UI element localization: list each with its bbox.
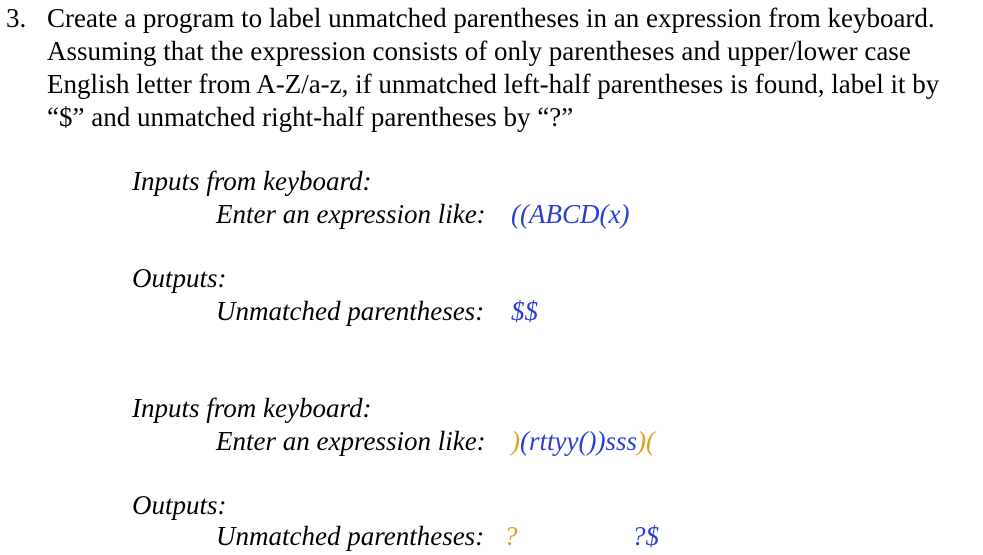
example1-outputs-heading: Outputs: — [132, 263, 227, 293]
example2-expression — [511, 425, 655, 458]
example1-inputs-heading: Inputs from keyboard: — [132, 166, 372, 196]
example2-result-second: ?$ — [632, 521, 659, 551]
example2-inputs-heading: Inputs from keyboard: — [132, 393, 372, 423]
example1-prompt-label: Enter an expression like: — [216, 199, 486, 229]
example2-result-label: Unmatched parentheses: — [216, 521, 485, 551]
example1-result-label: Unmatched parentheses: — [216, 296, 485, 326]
question-line-4: “$” and unmatched right-half parentheses by “?” — [47, 102, 574, 132]
example2-outputs-heading: Outputs: — [132, 490, 227, 520]
question-line-3: English letter from A-Z/a-z, if unmatched left-half parentheses is found, label it by — [47, 69, 940, 99]
example2-expr-unmatched-right: ) — [511, 426, 520, 456]
question-line-1: Create a program to label unmatched parentheses in an expression from keyboard. — [47, 3, 935, 33]
example2-expr-body: (rttyy())sss — [520, 426, 637, 456]
example2-prompt-label: Enter an expression like: — [216, 426, 486, 456]
example2-expr-unmatched-tail: )( — [636, 426, 655, 456]
example1-result: $$ — [511, 296, 538, 326]
example2-result-first: ? — [504, 521, 518, 551]
example1-expression: ((ABCD(x) — [511, 199, 630, 229]
question-line-2: Assuming that the expression consists of only parentheses and upper/lower case — [47, 36, 911, 66]
question-number: 3. — [6, 3, 27, 33]
